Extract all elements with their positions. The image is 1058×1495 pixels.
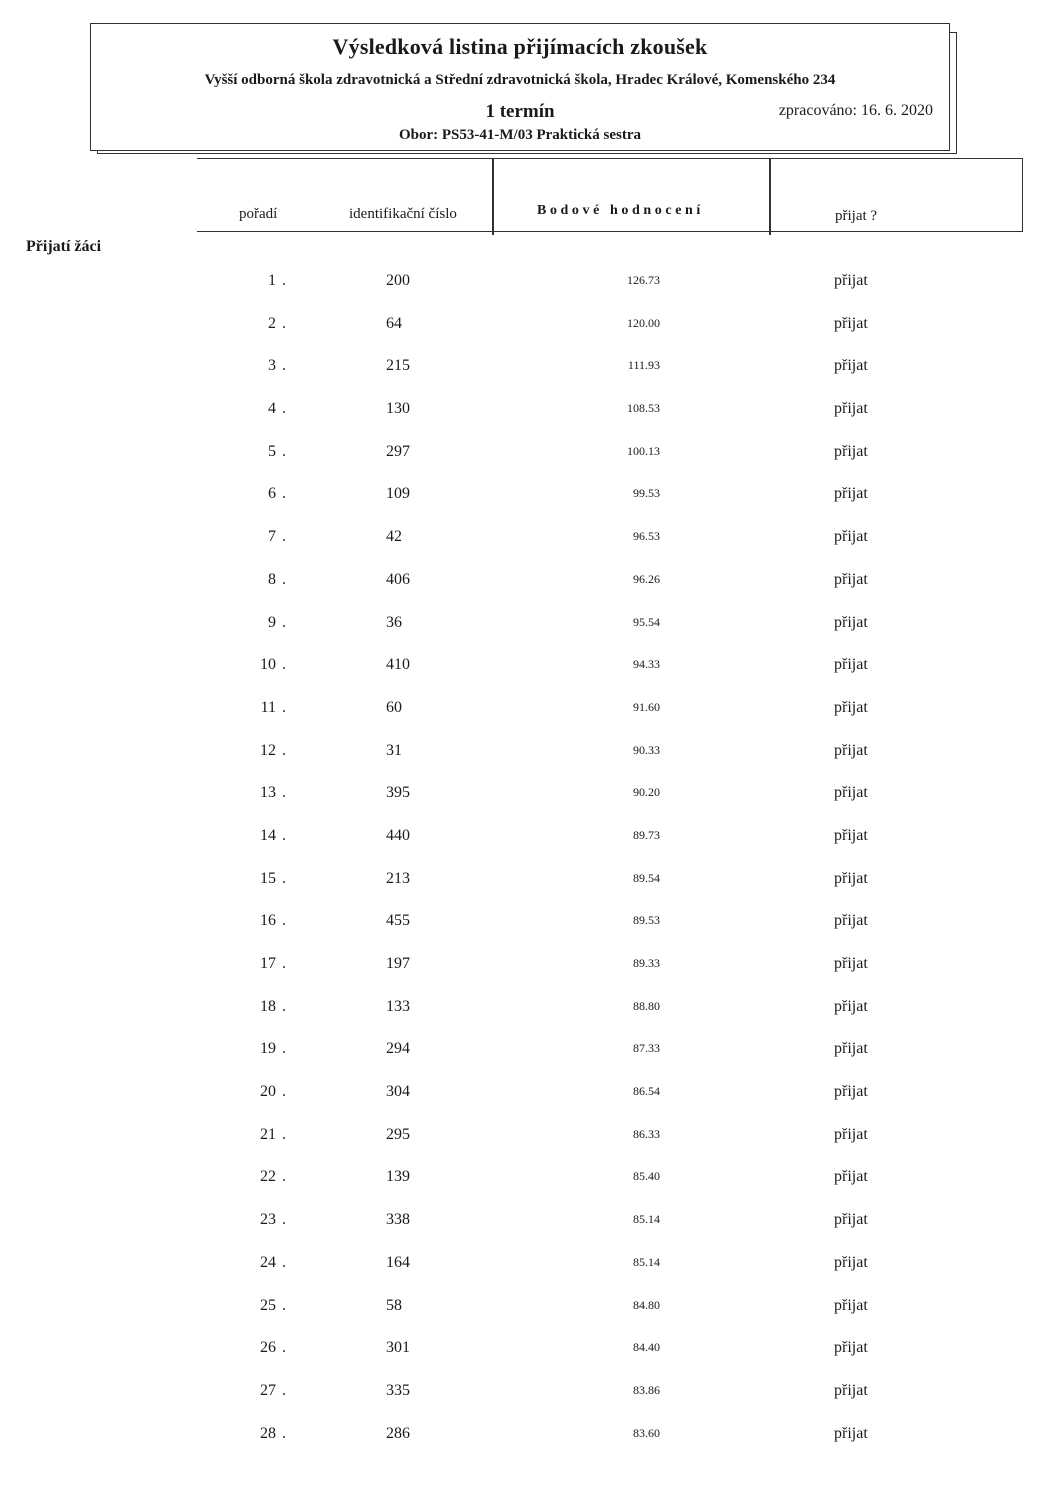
row-ident: 139 xyxy=(386,1168,410,1186)
table-row xyxy=(0,1077,1058,1120)
row-admit-status: přijat xyxy=(834,1083,868,1101)
row-points: 86.33 xyxy=(633,1126,660,1141)
row-ident: 60 xyxy=(386,698,402,716)
row-points: 87.33 xyxy=(633,1041,660,1056)
row-rank: 15 xyxy=(260,869,276,887)
column-divider xyxy=(769,159,771,235)
table-row xyxy=(0,1419,1058,1462)
row-rank-dot: . xyxy=(282,272,286,289)
row-rank: 14 xyxy=(260,826,276,844)
row-points: 89.54 xyxy=(633,870,660,885)
row-points: 126.73 xyxy=(627,273,660,287)
row-rank: 28 xyxy=(260,1424,276,1442)
results-list xyxy=(0,266,1058,1461)
table-row xyxy=(0,266,1058,309)
row-rank-dot: . xyxy=(282,570,286,588)
row-rank: 23 xyxy=(260,1211,276,1229)
row-points: 91.60 xyxy=(633,699,660,714)
table-row xyxy=(0,906,1058,949)
row-ident: 295 xyxy=(386,1125,410,1143)
table-row xyxy=(0,1205,1058,1248)
row-points: 85.40 xyxy=(633,1169,660,1184)
row-ident: 297 xyxy=(386,442,410,460)
table-row xyxy=(0,479,1058,522)
row-points: 111.93 xyxy=(627,358,660,373)
row-admit-status: přijat xyxy=(834,826,868,844)
row-rank: 27 xyxy=(260,1381,276,1399)
row-points: 96.53 xyxy=(633,529,660,544)
row-rank: 25 xyxy=(260,1296,276,1314)
row-admit-status: přijat xyxy=(834,1296,868,1314)
row-rank-dot: . xyxy=(282,1424,286,1442)
column-header-ident: identifikační číslo xyxy=(349,206,457,222)
row-admit-status: přijat xyxy=(834,741,868,759)
row-rank: 2 xyxy=(268,314,276,332)
row-admit-status: přijat xyxy=(834,1211,868,1229)
row-ident: 58 xyxy=(386,1296,402,1314)
row-rank: 17 xyxy=(260,955,276,972)
row-rank-dot: . xyxy=(282,1168,286,1186)
row-rank: 5 xyxy=(268,442,276,460)
row-rank-dot: . xyxy=(282,1211,286,1229)
row-ident: 215 xyxy=(386,357,410,375)
row-admit-status: přijat xyxy=(834,1040,868,1058)
row-points: 89.33 xyxy=(633,956,660,970)
row-rank-dot: . xyxy=(282,656,286,674)
row-rank-dot: . xyxy=(282,400,286,418)
row-points: 96.26 xyxy=(633,571,660,586)
row-rank: 24 xyxy=(260,1253,276,1271)
row-points: 120.00 xyxy=(627,315,660,330)
row-ident: 213 xyxy=(386,869,410,887)
row-admit-status: přijat xyxy=(834,912,868,930)
row-admit-status: přijat xyxy=(834,955,868,972)
row-rank: 12 xyxy=(260,741,276,759)
table-row xyxy=(0,522,1058,565)
table-row xyxy=(0,1333,1058,1376)
row-rank-dot: . xyxy=(282,741,286,759)
row-admit-status: přijat xyxy=(834,613,868,631)
row-ident: 36 xyxy=(386,613,402,631)
row-rank-dot: . xyxy=(282,698,286,716)
row-rank: 16 xyxy=(260,912,276,930)
row-ident: 304 xyxy=(386,1083,410,1101)
table-row xyxy=(0,864,1058,907)
row-rank-dot: . xyxy=(282,1296,286,1314)
row-rank-dot: . xyxy=(282,1040,286,1058)
row-rank-dot: . xyxy=(282,528,286,546)
row-rank-dot: . xyxy=(282,485,286,503)
row-points: 84.80 xyxy=(633,1297,660,1312)
row-admit-status: přijat xyxy=(834,698,868,716)
row-points: 83.60 xyxy=(633,1425,660,1440)
row-admit-status: přijat xyxy=(834,997,868,1015)
table-row xyxy=(0,1291,1058,1334)
row-ident: 338 xyxy=(386,1211,410,1229)
row-ident: 164 xyxy=(386,1253,410,1271)
table-row xyxy=(0,650,1058,693)
study-field: Obor: PS53-41-M/03 Praktická sestra xyxy=(398,127,642,143)
section-label-admitted: Přijatí žáci xyxy=(26,238,102,255)
row-rank-dot: . xyxy=(282,1125,286,1143)
row-points: 88.80 xyxy=(633,998,660,1013)
row-rank-dot: . xyxy=(282,997,286,1015)
row-admit-status: přijat xyxy=(834,1381,868,1399)
row-rank: 18 xyxy=(260,997,276,1015)
row-admit-status: přijat xyxy=(834,1253,868,1271)
row-points: 86.54 xyxy=(633,1084,660,1099)
row-rank: 7 xyxy=(268,528,276,546)
table-row xyxy=(0,1034,1058,1077)
row-rank-dot: . xyxy=(282,1339,286,1357)
row-points: 89.73 xyxy=(633,827,660,842)
row-rank: 26 xyxy=(260,1339,276,1357)
row-admit-status: přijat xyxy=(834,869,868,887)
row-admit-status: přijat xyxy=(834,400,868,418)
row-rank-dot: . xyxy=(282,1381,286,1399)
table-row xyxy=(0,1162,1058,1205)
table-row xyxy=(0,394,1058,437)
row-admit-status: přijat xyxy=(834,442,868,460)
row-rank: 3 xyxy=(268,357,276,375)
row-ident: 294 xyxy=(386,1040,410,1058)
row-points: 108.53 xyxy=(627,401,660,416)
row-points: 85.14 xyxy=(633,1254,660,1269)
row-rank: 4 xyxy=(268,400,276,418)
table-row xyxy=(0,821,1058,864)
row-admit-status: přijat xyxy=(834,528,868,546)
column-divider xyxy=(492,159,494,235)
row-rank-dot: . xyxy=(282,314,286,332)
column-header-points: Bodové hodnocení xyxy=(537,203,704,218)
row-rank: 8 xyxy=(268,570,276,588)
row-rank-dot: . xyxy=(282,826,286,844)
table-row xyxy=(0,351,1058,394)
row-rank: 20 xyxy=(260,1083,276,1101)
row-ident: 410 xyxy=(386,656,410,674)
table-row xyxy=(0,437,1058,480)
row-admit-status: přijat xyxy=(834,1339,868,1357)
row-rank: 1 xyxy=(268,272,276,289)
table-row xyxy=(0,565,1058,608)
row-ident: 286 xyxy=(386,1424,410,1442)
row-points: 85.14 xyxy=(633,1212,660,1227)
row-points: 83.86 xyxy=(633,1382,660,1397)
row-rank: 10 xyxy=(260,656,276,674)
row-ident: 109 xyxy=(386,485,410,503)
table-row xyxy=(0,1120,1058,1163)
row-admit-status: přijat xyxy=(834,656,868,674)
row-rank-dot: . xyxy=(282,357,286,375)
row-points: 100.13 xyxy=(627,443,660,458)
row-ident: 395 xyxy=(386,784,410,802)
table-row xyxy=(0,608,1058,651)
row-ident: 440 xyxy=(386,826,410,844)
row-admit-status: přijat xyxy=(834,485,868,503)
row-admit-status: přijat xyxy=(834,1424,868,1442)
exam-term: 1 termín xyxy=(485,101,555,122)
row-points: 89.53 xyxy=(633,913,660,928)
row-rank: 21 xyxy=(260,1125,276,1143)
table-row xyxy=(0,736,1058,779)
row-ident: 133 xyxy=(386,997,410,1015)
row-ident: 200 xyxy=(386,272,410,289)
row-rank-dot: . xyxy=(282,912,286,930)
page-title: Výsledková listina přijímacích zkoušek xyxy=(332,34,708,59)
row-rank-dot: . xyxy=(282,955,286,972)
row-ident: 64 xyxy=(386,314,402,332)
row-rank-dot: . xyxy=(282,1253,286,1271)
column-header-admit: přijat ? xyxy=(835,208,878,224)
row-rank: 6 xyxy=(268,485,276,503)
table-row xyxy=(0,1248,1058,1291)
table-row xyxy=(0,992,1058,1035)
row-ident: 335 xyxy=(386,1381,410,1399)
row-admit-status: přijat xyxy=(834,1125,868,1143)
row-rank: 22 xyxy=(260,1168,276,1186)
table-row xyxy=(0,778,1058,821)
school-name: Vyšší odborná škola zdravotnická a Střední zdravotnická škola, Hradec Králové, Komenského 234 xyxy=(204,72,836,88)
row-rank: 9 xyxy=(268,613,276,631)
table-row xyxy=(0,309,1058,352)
row-ident: 406 xyxy=(386,570,410,588)
header-box xyxy=(90,23,950,151)
table-row xyxy=(0,949,1058,992)
table-row xyxy=(0,693,1058,736)
row-rank: 19 xyxy=(260,1040,276,1058)
row-rank-dot: . xyxy=(282,1083,286,1101)
row-admit-status: přijat xyxy=(834,784,868,802)
row-points: 94.33 xyxy=(633,657,660,672)
column-header-rank: pořadí xyxy=(239,206,278,222)
row-ident: 42 xyxy=(386,528,402,546)
row-points: 99.53 xyxy=(633,486,660,501)
row-rank: 11 xyxy=(260,698,276,716)
row-points: 90.33 xyxy=(633,742,660,757)
row-points: 95.54 xyxy=(633,614,660,629)
row-admit-status: přijat xyxy=(834,272,868,289)
table-row xyxy=(0,1376,1058,1419)
row-rank-dot: . xyxy=(282,613,286,631)
row-points: 90.20 xyxy=(633,785,660,800)
row-points: 84.40 xyxy=(633,1340,660,1355)
row-ident: 197 xyxy=(386,955,410,972)
column-header-box xyxy=(197,158,1023,232)
row-ident: 130 xyxy=(386,400,410,418)
row-ident: 31 xyxy=(386,741,402,759)
row-rank-dot: . xyxy=(282,869,286,887)
row-admit-status: přijat xyxy=(834,570,868,588)
row-ident: 301 xyxy=(386,1339,410,1357)
row-rank: 13 xyxy=(260,784,276,802)
processed-date: zpracováno: 16. 6. 2020 xyxy=(778,102,933,119)
row-rank-dot: . xyxy=(282,442,286,460)
row-rank-dot: . xyxy=(282,784,286,802)
row-admit-status: přijat xyxy=(834,1168,868,1186)
row-ident: 455 xyxy=(386,912,410,930)
row-admit-status: přijat xyxy=(834,357,868,375)
row-admit-status: přijat xyxy=(834,314,868,332)
